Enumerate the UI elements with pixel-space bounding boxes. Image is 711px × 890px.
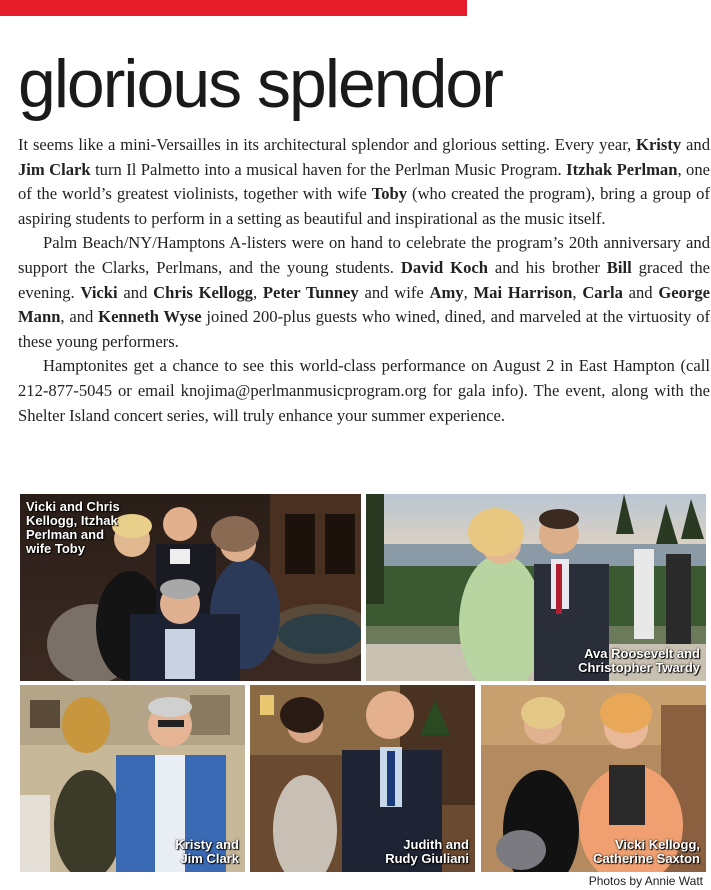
bold-name: Peter Tunney bbox=[262, 282, 359, 302]
text-run: and bbox=[681, 135, 710, 154]
text-run: (who created the program), bring a group of aspiring students to perform in a setting as beautiful and inspirational as the music itself. bbox=[18, 184, 710, 228]
text-run: Hamptonites get a chance to see this world-class performance on August 2 in East Hampton (call 212-877-5045 or email knojima@perlmanmusicprogram.org for gala info). The event, along with the Shelter Island concert series, will truly enhance your summer experience. bbox=[18, 356, 710, 425]
bold-name: Mai Harrison bbox=[473, 282, 573, 302]
caption-kellogg-saxton: Vicki Kellogg, Catherine Saxton bbox=[593, 837, 700, 866]
bold-name: David Koch bbox=[400, 257, 488, 277]
paragraph-2 bbox=[18, 231, 710, 354]
article-body bbox=[18, 133, 710, 428]
text-run: , one of the world’s greatest violinists, together with wife bbox=[18, 159, 710, 204]
photo-kellogg-saxton bbox=[481, 685, 706, 872]
bold-name: Bill bbox=[606, 257, 632, 277]
text-run: , and bbox=[60, 307, 99, 327]
text-run: , bbox=[252, 282, 263, 302]
text-run: , bbox=[572, 282, 583, 302]
bold-name: George Mann bbox=[18, 282, 710, 327]
accent-bar bbox=[0, 0, 467, 16]
bold-name: Kenneth Wyse bbox=[98, 307, 202, 327]
text-run: and bbox=[622, 282, 659, 302]
bold-name: Jim Clark bbox=[18, 159, 91, 179]
text-run: It seems like a mini-Versailles in its architectural splendor and glorious setting. Every year, bbox=[18, 135, 637, 154]
text-run: and his brother bbox=[487, 257, 607, 277]
photo-giuliani bbox=[250, 685, 475, 872]
caption-roosevelt-twardy: Ava Roosevelt and Christopher Twardy bbox=[578, 646, 700, 675]
caption-kellogg-perlman: Vicki and Chris Kellogg, Itzhak Perlman and wife Toby bbox=[26, 499, 120, 556]
text-run: graced the evening. bbox=[18, 257, 710, 302]
photo-kellogg-perlman bbox=[20, 494, 361, 681]
photo-roosevelt-twardy bbox=[366, 494, 706, 681]
bold-name: Vicki bbox=[80, 282, 118, 302]
paragraph-1 bbox=[18, 133, 710, 231]
caption-giuliani: Judith and Rudy Giuliani bbox=[385, 837, 469, 866]
photo-credit: Photos by Annie Watt bbox=[588, 874, 703, 888]
bold-name: Itzhak Perlman bbox=[566, 159, 678, 179]
text-run: joined 200-plus guests who wined, dined, and marveled at the virtuosity of these young performers. bbox=[18, 307, 711, 351]
bold-name: Toby bbox=[371, 184, 408, 204]
bold-name: Amy bbox=[429, 282, 464, 302]
bold-name: Carla bbox=[582, 282, 623, 302]
bold-name: Chris Kellogg bbox=[153, 282, 253, 302]
photo-clark bbox=[20, 685, 245, 872]
headline: glorious splendor bbox=[18, 46, 502, 122]
caption-clark: Kristy and Jim Clark bbox=[175, 837, 239, 866]
text-run: , bbox=[463, 282, 474, 302]
paragraph-3 bbox=[18, 354, 710, 428]
text-run: and bbox=[117, 282, 154, 302]
text-run: Palm Beach/NY/Hamptons A-listers were on hand to celebrate the program’s 20th anniversary and support the Clarks, Perlmans, and the young students. bbox=[18, 233, 710, 277]
text-run: turn Il Palmetto into a musical haven for the Perlman Music Program. bbox=[90, 159, 567, 179]
text-run: and wife bbox=[358, 282, 430, 302]
bold-name: Kristy bbox=[636, 135, 682, 154]
